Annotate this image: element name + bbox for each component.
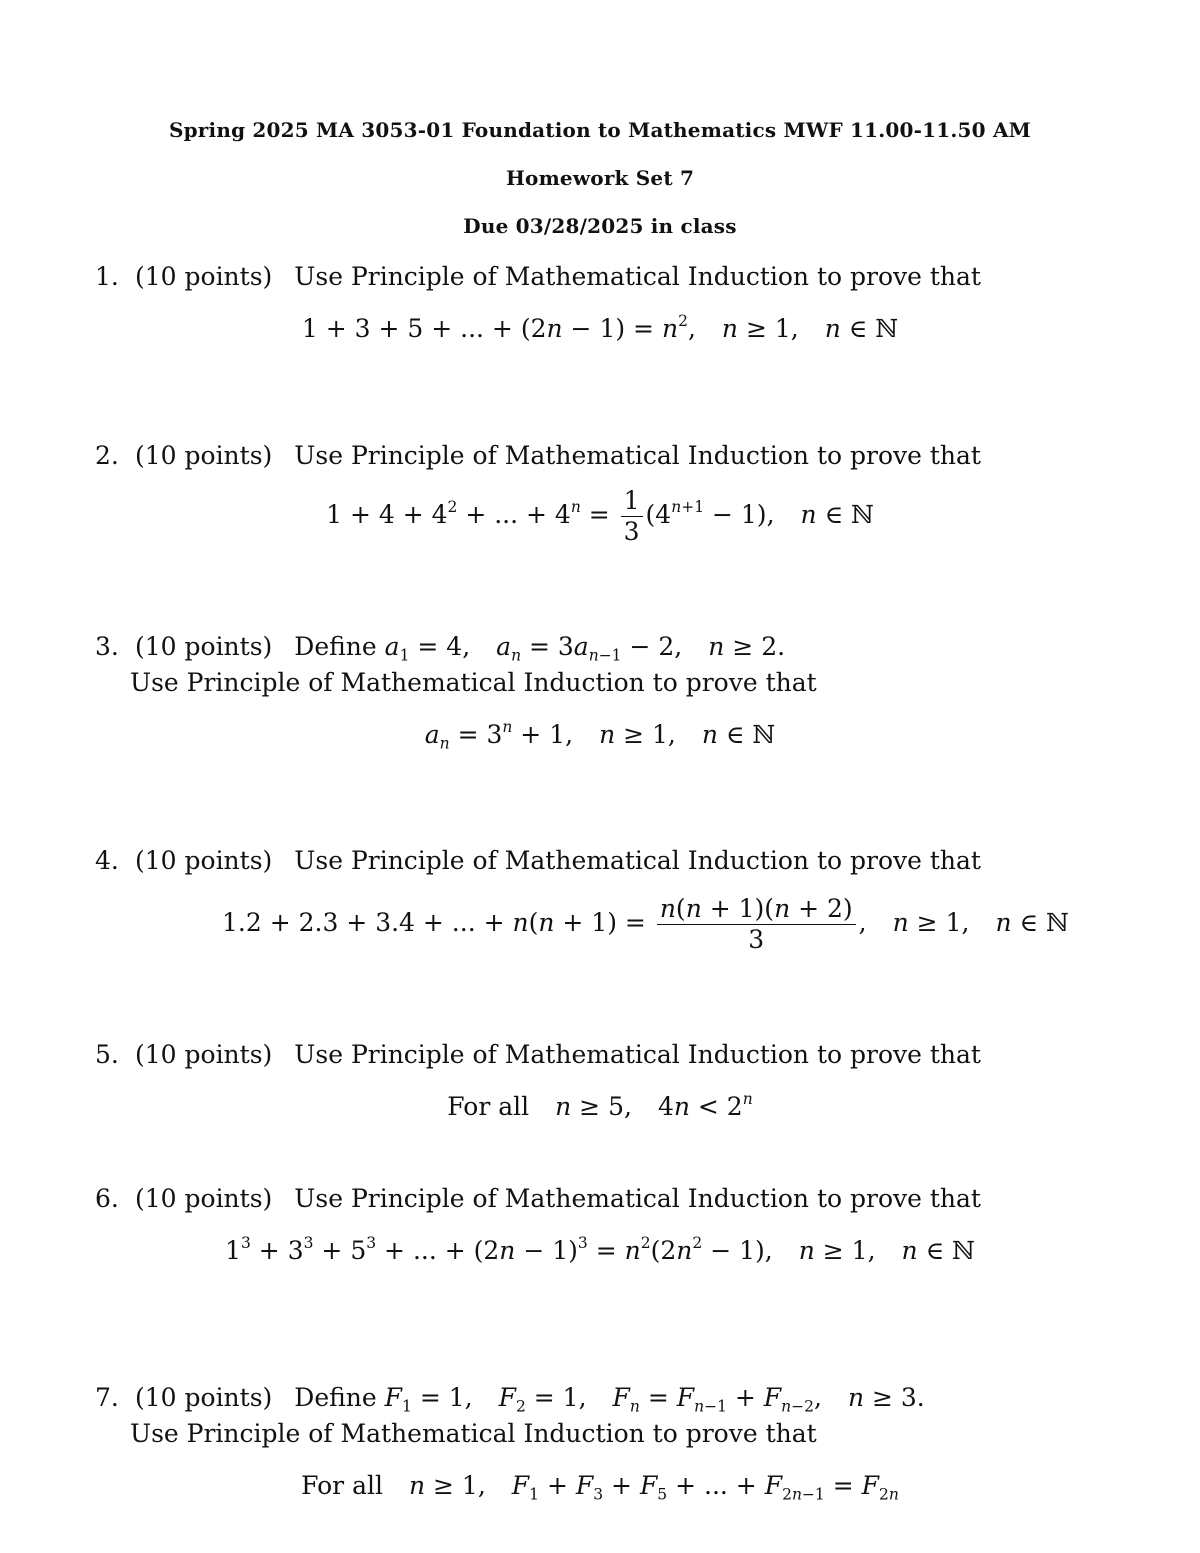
problem-number: 2. [95, 441, 119, 470]
due-date: Due 03/28/2025 in class [463, 214, 737, 238]
problem-number: 5. [95, 1040, 119, 1069]
prove-instruction: Use Principle of Mathematical Induction to prove that [294, 1040, 981, 1069]
problem-2-equation: $1 + 4 + 4^2$ + ... + $4^n$ = $\frac{1}{3}$ $(4^{n+1} - 1)$, n ∈ ℕ [326, 486, 874, 546]
problem-5-equation: For all n ≥ 5, $4n < 2^n$ [447, 1090, 753, 1121]
define-word: Define [294, 1383, 377, 1412]
problem-1-equation: 1 + 3 + 5 + ... + $(2n - 1) = n^2$, n ≥ 1, n ∈ ℕ [301, 312, 899, 343]
problem-5 [95, 1040, 981, 1069]
problem-number: 3. [95, 632, 119, 661]
problem-7-definition: $F_1 = 1$, $F_2 = 1$, $F_n = F_{n-1} + F_{n-2}$, n ≥ 3. [384, 1383, 925, 1416]
course-header: Spring 2025 MA 3053-01 Foundation to Mathematics MWF 11.00-11.50 AM [168, 118, 1032, 142]
for-all-label: For all [301, 1471, 383, 1500]
points-label: (10 points) [135, 262, 273, 291]
problem-7-equation: For all n ≥ 1, $F_1 + F_3 + F_5$ + ... + $F_{2n-1} = F_{2n}$ [301, 1471, 899, 1504]
homework-title: Homework Set 7 [505, 166, 695, 190]
problem-4-equation: 1.2 + 2.3 + 3.4 + ... + n(n + 1) = $\frac{n(n + 1)(n + 2)}{3}$ , n ≥ 1, n ∈ ℕ [222, 894, 1069, 954]
prove-instruction: Use Principle of Mathematical Induction to prove that [294, 1184, 981, 1213]
problem-6 [95, 1184, 981, 1213]
prove-instruction: Use Principle of Mathematical Induction to prove that [130, 668, 817, 697]
problem-2 [95, 441, 981, 470]
prove-instruction: Use Principle of Mathematical Induction to prove that [294, 846, 981, 875]
problem-3-equation: $a_n = 3^n + 1$, n ≥ 1, n ∈ ℕ [424, 718, 776, 753]
prove-instruction: Use Principle of Mathematical Induction to prove that [294, 262, 981, 291]
points-label: (10 points) [135, 846, 273, 875]
points-label: (10 points) [135, 1383, 273, 1412]
points-label: (10 points) [135, 1184, 273, 1213]
problem-7 [95, 1383, 925, 1416]
for-all-label: For all [447, 1092, 530, 1121]
problem-number: 7. [95, 1383, 119, 1412]
fraction: $\frac{n(n + 1)(n + 2)}{3}$ [657, 894, 856, 955]
problem-3-definition: $a_1 = 4$, $a_n = 3a_{n-1} - 2$, n ≥ 2. [384, 632, 786, 665]
problem-6-equation: $1^3 + 3^3 + 5^3$ + ... + $(2n - 1)^3 = n^2(2n^2 - 1)$, n ≥ 1, n ∈ ℕ [225, 1234, 975, 1265]
problem-1 [95, 262, 981, 291]
problem-number: 6. [95, 1184, 119, 1213]
problem-number: 4. [95, 846, 119, 875]
problem-3 [95, 632, 786, 665]
prove-instruction: Use Principle of Mathematical Induction to prove that [130, 1419, 817, 1448]
fraction: $\frac{1}{3}$ [621, 486, 643, 547]
problem-number: 1. [95, 262, 119, 291]
problem-4 [95, 846, 981, 875]
points-label: (10 points) [135, 632, 273, 661]
prove-instruction: Use Principle of Mathematical Induction to prove that [294, 441, 981, 470]
points-label: (10 points) [135, 441, 273, 470]
define-word: Define [294, 632, 377, 661]
points-label: (10 points) [135, 1040, 273, 1069]
